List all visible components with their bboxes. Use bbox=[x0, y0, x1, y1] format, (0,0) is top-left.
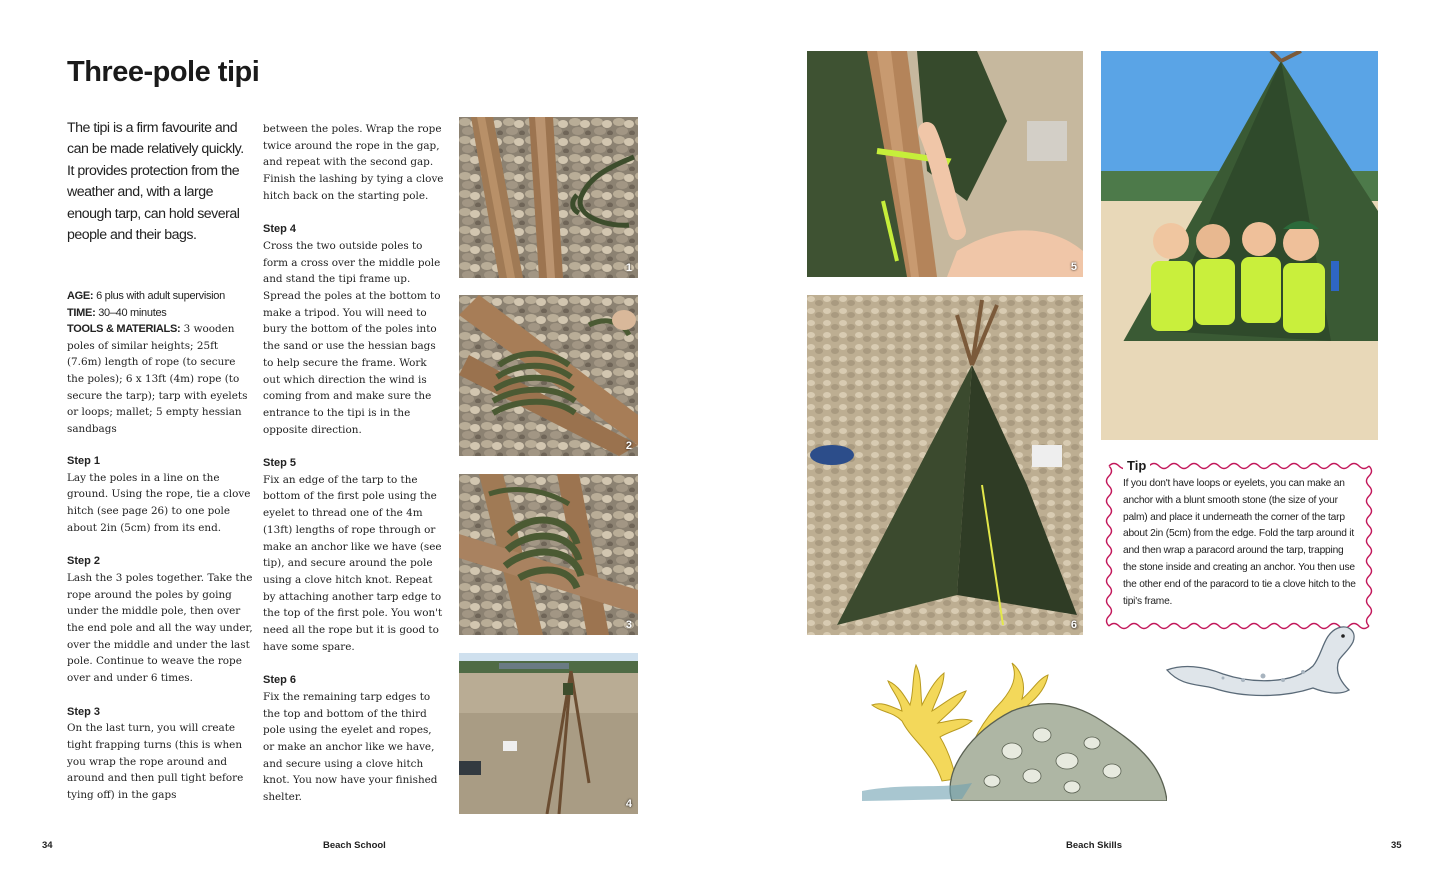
age-value: 6 plus with adult supervision bbox=[93, 290, 225, 302]
page-number-left: 34 bbox=[42, 840, 53, 851]
time-label: TIME: bbox=[67, 306, 96, 319]
time-line bbox=[67, 305, 253, 322]
running-head-right: Beach Skills bbox=[1066, 840, 1122, 851]
photo-number: 3 bbox=[625, 619, 632, 631]
step-2-heading: Step 2 bbox=[67, 555, 101, 568]
age-label: AGE: bbox=[67, 290, 94, 302]
tarp-closeup-photo bbox=[807, 51, 1083, 277]
photo-number: 2 bbox=[625, 440, 632, 452]
step-3-text: On the last turn, you will create tight frapping turns (this is when you wrap the rope around and around and then pull tight before tying off) in the gaps bbox=[67, 722, 244, 802]
photo-number: 6 bbox=[1070, 619, 1077, 631]
finished-tipi-photo bbox=[807, 295, 1083, 635]
step-4-text: Cross the two outside poles to form a cross over the middle pole and stand the tipi frame up. Spread the poles at the bottom to make a tripod. You will need to bury the bottom of the poles into the sand or use the hessian bags to help secure the frame. Work out which direction the wind is coming from and make sure the entrance to the tipi is in the opposite direction. bbox=[263, 239, 441, 436]
step-photo-1 bbox=[459, 117, 638, 278]
tip-box bbox=[1101, 458, 1378, 630]
step-6-text: Fix the remaining tarp edges to the top and bottom of the third pole using the eyelet and ropes, or make an anchor like we have, and secure using a clove hitch knot. You now have your finished shelter. bbox=[263, 690, 438, 804]
activity-info bbox=[67, 288, 253, 437]
step-photo-4 bbox=[459, 653, 638, 814]
tip-text: If you don't have loops or eyelets, you can make an anchor with a blunt smooth stone (the size of your palm) and place it underneath the corner of the tarp about 2in (5cm) from the edge. Fold the tarp around it and then wrap a paracord around the tarp, trapping the stone inside and creating an anchor. You then use the other end of the paracord to tie a clove hitch to the tipi's frame. bbox=[1123, 478, 1356, 607]
tools-line bbox=[67, 321, 253, 437]
photo-number: 1 bbox=[625, 262, 632, 274]
age-line bbox=[67, 288, 253, 305]
steps-column-2 bbox=[263, 121, 445, 806]
step-photo-3 bbox=[459, 474, 638, 635]
children-in-tipi-photo bbox=[1101, 51, 1378, 440]
step-5-heading: Step 5 bbox=[263, 457, 297, 470]
step-5-text: Fix an edge of the tarp to the bottom of the first pole using the eyelet to thread one of the 4m (13ft) lengths of rope through or make an anchor like we have (see tip), and secure around the pole using a clove hitch knot. Repeat by attaching another tarp edge to the top of the first pole. You won't need all the rope but it is good to have some spare. bbox=[263, 473, 443, 653]
step-3-continued: between the poles. Wrap the rope twice around the rope in the gap, and repeat with the second gap. Finish the lashing by tying a clove hitch back on the starting pole. bbox=[263, 123, 444, 202]
photo-number: 4 bbox=[625, 798, 632, 810]
step-4-heading: Step 4 bbox=[263, 223, 297, 236]
page-title: Three-pole tipi bbox=[67, 56, 260, 88]
step-1-text: Lay the poles in a line on the ground. Using the rope, tie a clove hitch (see page 26) to one pole about 2in (5cm) from its end. bbox=[67, 471, 251, 534]
step-2-text: Lash the 3 poles together. Take the rope around the poles by going under the middle pole, then over the end pole and all the way under, over the middle and under the last pole. Continue to weave the rope over and under 6 times. bbox=[67, 571, 253, 685]
running-head-left: Beach School bbox=[323, 840, 386, 851]
step-6-heading: Step 6 bbox=[263, 674, 297, 687]
tip-heading: Tip bbox=[1123, 458, 1150, 473]
seal-illustration bbox=[1163, 614, 1359, 704]
tools-value: 3 wooden poles of similar heights; 25ft (7.6m) length of rope (to secure the poles); 6 x 13ft (4m) rope (to secure the tarp); tarp with eyelets or loops; mallet; 5 empty hessian sandbags bbox=[67, 323, 248, 435]
rock-seaweed-illustration bbox=[862, 651, 1167, 801]
photo-number: 5 bbox=[1070, 261, 1077, 273]
step-1-heading: Step 1 bbox=[67, 455, 101, 467]
intro-paragraph: The tipi is a firm favourite and can be made relatively quickly. It provides protection from the weather and, with a large enough tarp, can hold several people and their bags. bbox=[67, 120, 244, 244]
step-3-heading: Step 3 bbox=[67, 705, 101, 718]
time-value: 30–40 minutes bbox=[95, 306, 167, 319]
page-number-right: 35 bbox=[1391, 840, 1402, 851]
step-photo-2 bbox=[459, 295, 638, 456]
tools-label: TOOLS & MATERIALS: bbox=[67, 323, 181, 336]
steps-column-1 bbox=[67, 453, 253, 804]
